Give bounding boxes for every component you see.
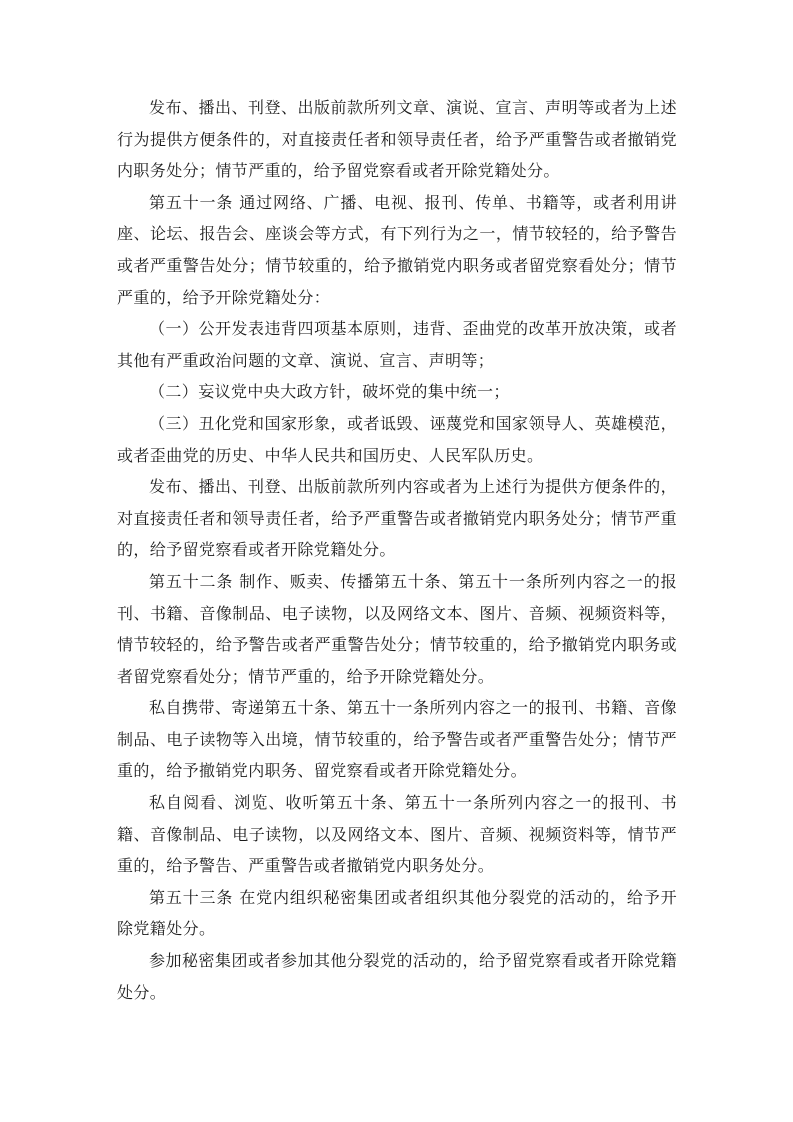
paragraph-3 xyxy=(117,692,677,787)
paragraph-text: 制作、贩卖、传播第五十条、第五十一条所列内容之一的报刊、书籍、音像制品、电子读物，以及网络文本、图片、音频、视频资料等，情节较轻的，给予警告或者严重警告处分；情节较重的，给予撤销党内职务或者留党察看处分；情节严重的，给予开除党籍处分。 xyxy=(117,571,677,686)
article-number: 第五十三条 xyxy=(149,887,234,907)
paragraph-text: 在党内组织秘密集团或者组织其他分裂党的活动的，给予开除党籍处分。 xyxy=(117,887,677,939)
article-number: 第五十一条 xyxy=(149,192,234,212)
paragraph-text: 通过网络、广播、电视、报刊、传单、书籍等，或者利用讲座、论坛、报告会、座谈会等方式，有下列行为之一，情节较轻的，给予警告或者严重警告处分；情节较重的，给予撤销党内职务或者留党察看处分；情节严重的，给予开除党籍处分： xyxy=(117,192,677,307)
paragraph-1 xyxy=(117,92,677,187)
paragraph-5 xyxy=(117,945,677,1008)
paragraph-text: （三）丑化党和国家形象，或者诋毁、诬蔑党和国家领导人、英雄模范，或者歪曲党的历史、中华人民共和国历史、人民军队历史。 xyxy=(117,413,677,465)
paragraph-text: 发布、播出、刊登、出版前款所列文章、演说、宣言、声明等或者为上述行为提供方便条件的，对直接责任者和领导责任者，给予严重警告或者撤销党内职务处分；情节严重的，给予留党察看或者开除党籍处分。 xyxy=(117,98,677,181)
article-51 xyxy=(117,187,677,313)
article-52 xyxy=(117,566,677,692)
list-item-3 xyxy=(117,408,677,471)
paragraph-text: 私自阅看、浏览、收听第五十条、第五十一条所列内容之一的报刊、书籍、音像制品、电子读物，以及网络文本、图片、音频、视频资料等，情节严重的，给予警告、严重警告或者撤销党内职务处分。 xyxy=(117,793,677,876)
paragraph-text: 参加秘密集团或者参加其他分裂党的活动的，给予留党察看或者开除党籍处分。 xyxy=(117,951,677,1002)
paragraph-2 xyxy=(117,471,677,566)
list-item-2 xyxy=(117,376,677,408)
document-page xyxy=(117,92,677,1008)
list-item-1 xyxy=(117,313,677,376)
article-53 xyxy=(117,882,677,945)
paragraph-text: （二）妄议党中央大政方针，破坏党的集中统一； xyxy=(149,382,510,402)
paragraph-4 xyxy=(117,787,677,882)
paragraph-text: （一）公开发表违背四项基本原则，违背、歪曲党的改革开放决策，或者其他有严重政治问题的文章、演说、宣言、声明等； xyxy=(117,319,677,370)
article-number: 第五十二条 xyxy=(149,571,234,591)
paragraph-text: 发布、播出、刊登、出版前款所列内容或者为上述行为提供方便条件的，对直接责任者和领导责任者，给予严重警告或者撤销党内职务处分；情节严重的，给予留党察看或者开除党籍处分。 xyxy=(117,477,677,560)
paragraph-text: 私自携带、寄递第五十条、第五十一条所列内容之一的报刊、书籍、音像制品、电子读物等入出境，情节较重的，给予警告或者严重警告处分；情节严重的，给予撤销党内职务、留党察看或者开除党籍处分。 xyxy=(117,698,677,781)
